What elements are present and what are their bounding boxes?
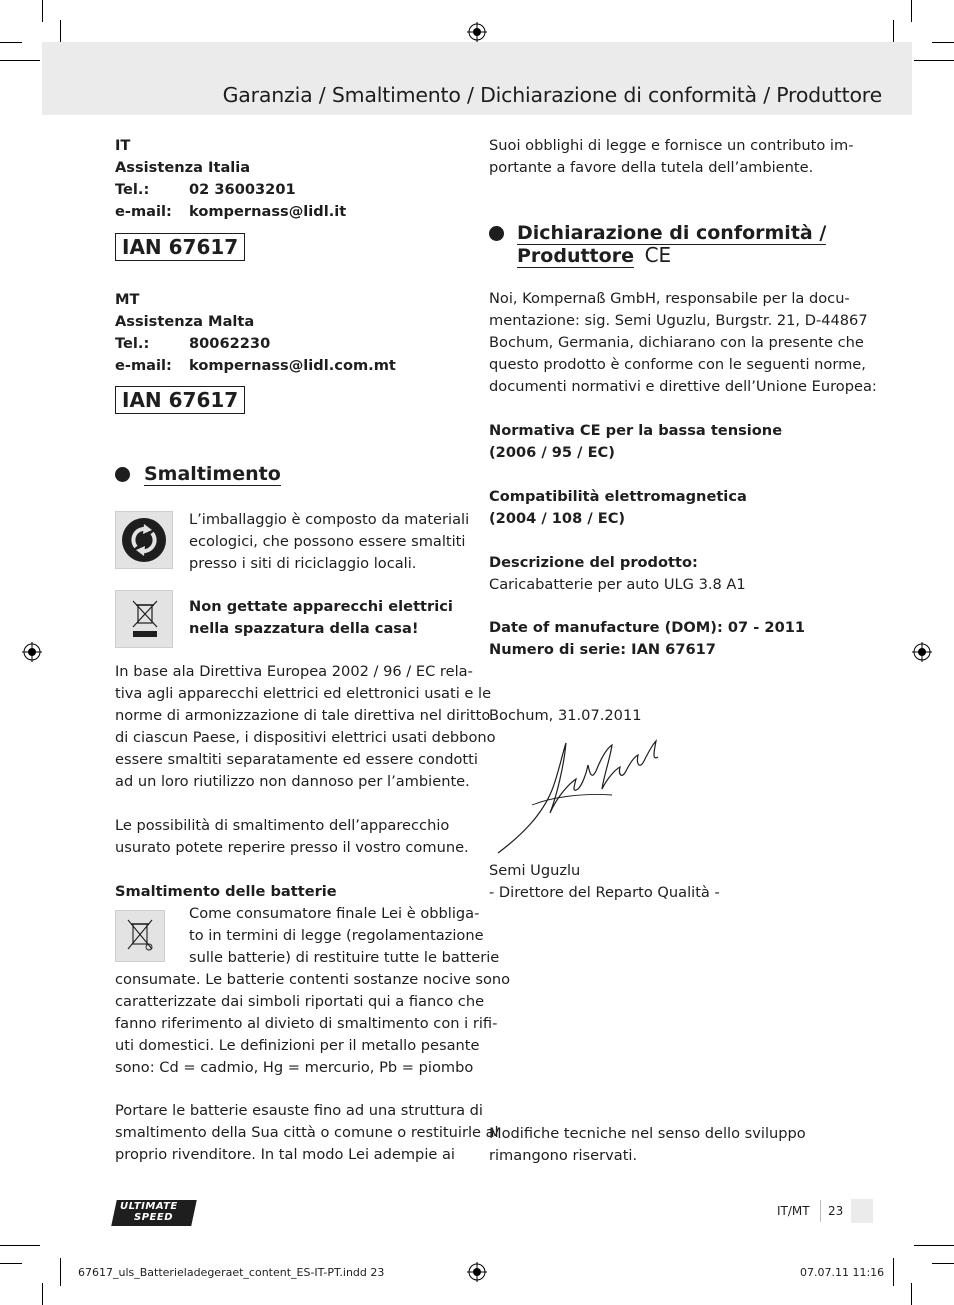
text-line: questo prodotto è conforme con le seguenti norme, bbox=[489, 356, 866, 373]
crop-mark bbox=[0, 42, 22, 43]
signer-title: - Direttore del Reparto Qualità - bbox=[489, 884, 720, 901]
weee-icon-box bbox=[115, 590, 173, 648]
text-line: di ciascun Paese, i dispositivi elettrici usati debbono bbox=[115, 729, 496, 746]
crop-mark bbox=[0, 60, 40, 61]
text-line: sulle batterie) di restituire tutte le batterie bbox=[189, 949, 500, 966]
crop-mark bbox=[914, 60, 954, 61]
text-line: Non gettate apparecchi elettrici bbox=[189, 598, 453, 615]
bullet-icon bbox=[489, 226, 504, 241]
recycle-icon bbox=[116, 512, 172, 568]
crop-mark bbox=[42, 1283, 43, 1305]
page-number: 23 bbox=[828, 1204, 844, 1218]
weee-warning bbox=[189, 596, 453, 640]
text-line: to in termini di legge (regolamentazione bbox=[189, 927, 484, 944]
text-line: Bochum, Germania, dichiarano con la presente che bbox=[489, 334, 864, 351]
product-value: Caricabatterie per auto ULG 3.8 A1 bbox=[489, 576, 746, 593]
email-label-it: e-mail: bbox=[115, 203, 172, 220]
text-line: presso i siti di riciclaggio locali. bbox=[189, 555, 417, 572]
text-line: Normativa CE per la bassa tensione bbox=[489, 422, 783, 439]
text-line: norme di armonizzazione di tale direttiva nel diritto bbox=[115, 707, 491, 724]
text-line: proprio rivenditore. In tal modo Lei adempie ai bbox=[115, 1146, 455, 1163]
crop-mark bbox=[932, 42, 954, 43]
email-value-it: kompernass@lidl.it bbox=[189, 203, 347, 220]
text-line: Modifiche tecniche nel senso dello sviluppo bbox=[489, 1125, 806, 1142]
support-name-it: Assistenza Italia bbox=[115, 159, 251, 176]
signature-icon bbox=[492, 735, 667, 857]
text-line: portante a favore della tutela dell’ambiente. bbox=[489, 159, 814, 176]
battery-return-text bbox=[115, 1100, 499, 1166]
crop-mark bbox=[914, 1245, 954, 1246]
text-line: In base ala Direttiva Europea 2002 / 96 / EC rela- bbox=[115, 663, 473, 680]
country-code-it: IT bbox=[115, 137, 131, 154]
text-line: nella spazzatura della casa! bbox=[189, 620, 419, 637]
text-line: Noi, Kompernaß GmbH, responsabile per la docu- bbox=[489, 290, 850, 307]
conformity-heading-line2: Produttore bbox=[517, 245, 634, 267]
crop-mark bbox=[911, 1283, 912, 1305]
text-line: (2004 / 108 / EC) bbox=[489, 510, 626, 527]
print-date-time: 07.07.11 11:16 bbox=[800, 1266, 885, 1279]
crop-mark bbox=[42, 0, 43, 22]
bullet-icon bbox=[115, 467, 130, 482]
page-tab bbox=[851, 1199, 873, 1223]
file-info: 67617_uls_Batterieladegeraet_content_ES-IT-PT.indd 23 bbox=[78, 1266, 385, 1279]
battery-indent-text bbox=[189, 903, 499, 969]
text-line: smaltimento della Sua città o comune o restituirle al bbox=[115, 1124, 499, 1141]
section-heading-conformity bbox=[517, 222, 826, 267]
battery-heading: Smaltimento delle batterie bbox=[115, 883, 337, 900]
crossed-bin-icon bbox=[116, 591, 172, 647]
text-line: uti domestici. Le definizioni per il metallo pesante bbox=[115, 1037, 480, 1054]
footer-divider bbox=[820, 1200, 821, 1222]
technical-changes-note bbox=[489, 1123, 806, 1167]
crop-mark bbox=[0, 1263, 22, 1264]
text-line: Le possibilità di smaltimento dell’apparecchio bbox=[115, 817, 450, 834]
text-line: ad un loro riutilizzo non dannoso per l’ambiente. bbox=[115, 773, 470, 790]
registration-mark-icon bbox=[912, 642, 932, 662]
text-line: L’imballaggio è composto da materiali bbox=[189, 511, 470, 528]
dom-line: Date of manufacture (DOM): 07 - 2011 bbox=[489, 619, 806, 636]
tel-value-it: 02 36003201 bbox=[189, 181, 296, 198]
signer-name: Semi Uguzlu bbox=[489, 862, 581, 879]
language-code: IT/MT bbox=[777, 1204, 810, 1218]
tel-label-mt: Tel.: bbox=[115, 335, 150, 352]
registration-mark-icon bbox=[22, 642, 42, 662]
packaging-text bbox=[189, 509, 469, 575]
crop-mark bbox=[60, 1258, 61, 1286]
ian-box-it: IAN 67617 bbox=[115, 233, 245, 261]
crop-mark bbox=[0, 1245, 40, 1246]
serial-line: Numero di serie: IAN 67617 bbox=[489, 641, 716, 658]
crop-mark bbox=[911, 0, 912, 22]
recycle-icon-box bbox=[115, 511, 173, 569]
declaration-paragraph bbox=[489, 288, 877, 398]
text-line: (2006 / 95 / EC) bbox=[489, 444, 615, 461]
ce-mark-icon: CE bbox=[644, 243, 672, 267]
text-line: essere smaltiti separatamente ed essere condotti bbox=[115, 751, 478, 768]
crop-mark bbox=[932, 1263, 954, 1264]
low-voltage-directive bbox=[489, 420, 782, 464]
brand-logo-bottom: SPEED bbox=[134, 1212, 173, 1223]
continued-text bbox=[489, 135, 853, 179]
section-heading-disposal bbox=[144, 463, 281, 485]
text-line: ecologici, che possono essere smaltiti bbox=[189, 533, 466, 550]
text-line: fanno riferimento al divieto di smaltimento con i rifi- bbox=[115, 1015, 498, 1032]
municipal-paragraph bbox=[115, 815, 469, 859]
tel-value-mt: 80062230 bbox=[189, 335, 271, 352]
text-line: Come consumatore finale Lei è obbliga- bbox=[189, 905, 480, 922]
place-date: Bochum, 31.07.2011 bbox=[489, 707, 642, 724]
text-line: Portare le batterie esauste fino ad una struttura di bbox=[115, 1102, 483, 1119]
text-line: consumate. Le batterie contenti sostanze nocive sono bbox=[115, 971, 511, 988]
registration-mark-icon bbox=[467, 1262, 487, 1282]
crossed-battery-bin-icon bbox=[116, 911, 164, 961]
text-line: Compatibilità elettromagnetica bbox=[489, 488, 747, 505]
text-line: tiva agli apparecchi elettrici ed elettronici usati e le bbox=[115, 685, 492, 702]
battery-icon-box bbox=[115, 910, 165, 962]
country-code-mt: MT bbox=[115, 291, 140, 308]
battery-full-text bbox=[115, 969, 510, 1079]
brand-logo-top: ULTIMATE bbox=[120, 1201, 178, 1212]
ian-box-mt: IAN 67617 bbox=[115, 386, 245, 414]
text-line: rimangono riservati. bbox=[489, 1147, 638, 1164]
text-line: sono: Cd = cadmio, Hg = mercurio, Pb = piombo bbox=[115, 1059, 474, 1076]
product-label: Descrizione del prodotto: bbox=[489, 554, 698, 571]
emc-directive bbox=[489, 486, 747, 530]
text-line: mentazione: sig. Semi Uguzlu, Burgstr. 21, D-44867 bbox=[489, 312, 868, 329]
email-value-mt: kompernass@lidl.com.mt bbox=[189, 357, 396, 374]
brand-logo bbox=[114, 1200, 200, 1226]
page-title: Garanzia / Smaltimento / Dichiarazione di conformità / Produttore bbox=[222, 83, 882, 107]
registration-mark-icon bbox=[467, 22, 487, 42]
support-name-mt: Assistenza Malta bbox=[115, 313, 255, 330]
crop-mark bbox=[893, 1258, 894, 1286]
tel-label-it: Tel.: bbox=[115, 181, 150, 198]
text-line: documenti normativi e direttive dell’Unione Europea: bbox=[489, 378, 877, 395]
text-line: caratterizzate dai simboli riportati qui a fianco che bbox=[115, 993, 485, 1010]
conformity-heading-line1: Dichiarazione di conformità / bbox=[517, 222, 827, 244]
text-line: usurato potete reperire presso il vostro comune. bbox=[115, 839, 469, 856]
email-label-mt: e-mail: bbox=[115, 357, 172, 374]
directive-paragraph bbox=[115, 661, 496, 793]
section-heading-disposal-label: Smaltimento bbox=[144, 463, 281, 485]
text-line: Suoi obblighi di legge e fornisce un contributo im- bbox=[489, 137, 854, 154]
